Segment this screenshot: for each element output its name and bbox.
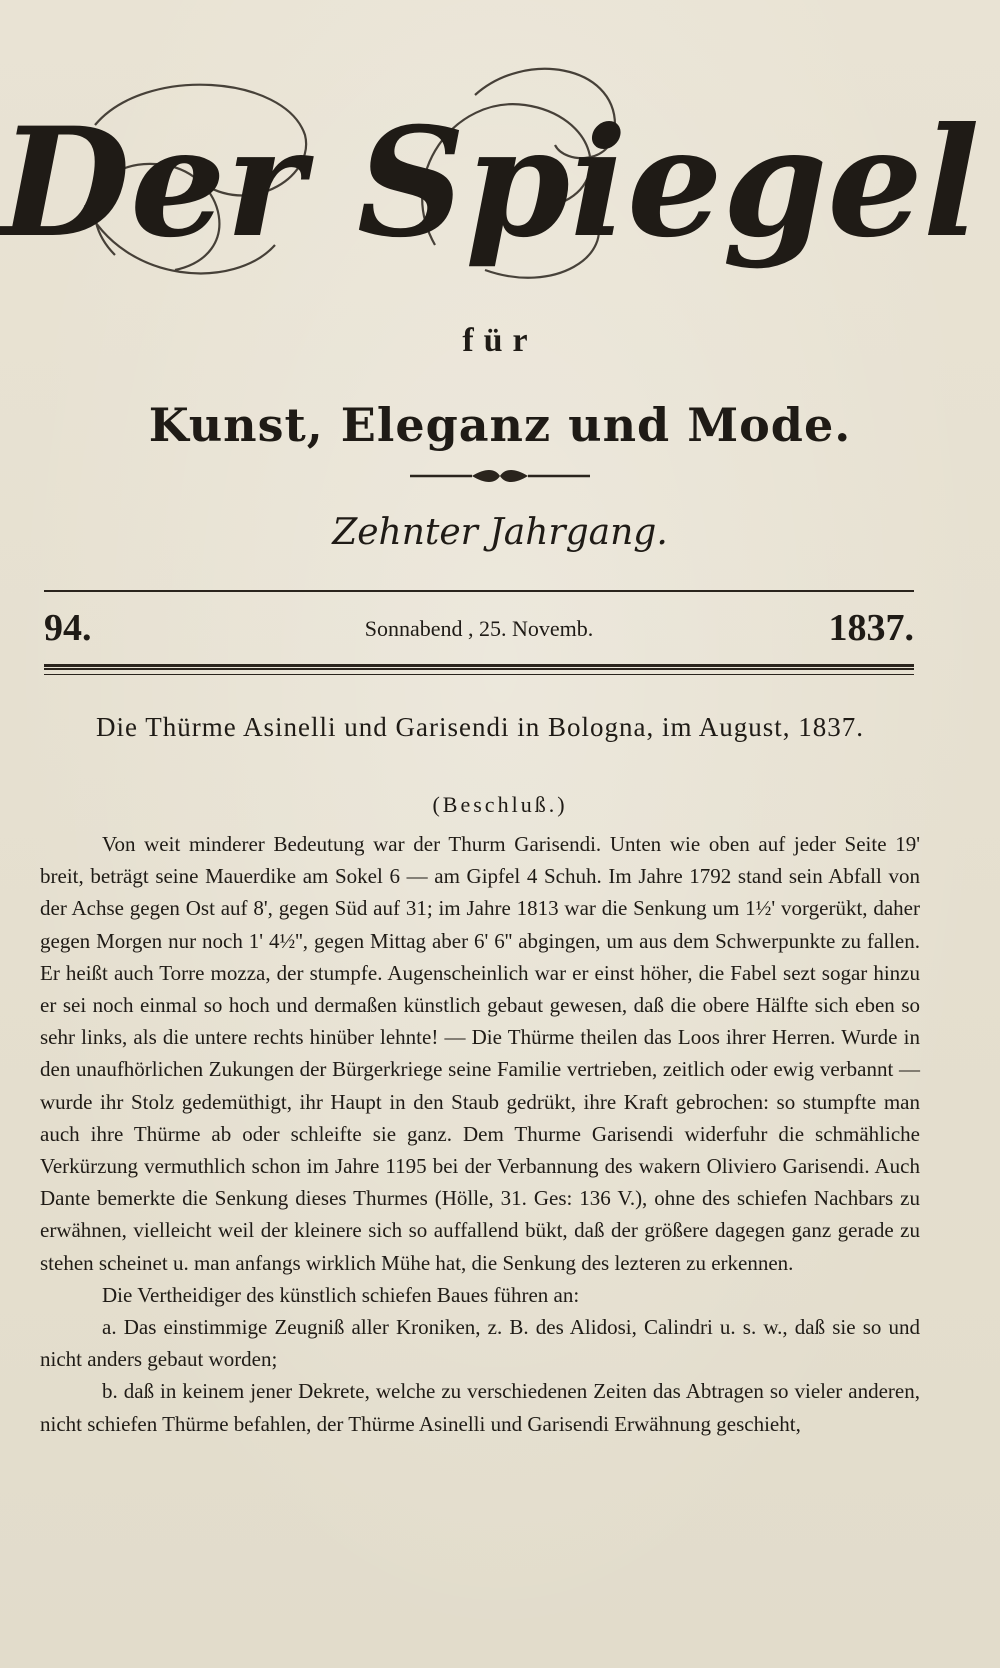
issue-number: 94. [44, 607, 92, 649]
rule-double-lower [44, 674, 914, 675]
masthead-subtitle: Kunst, Eleganz und Mode. [148, 398, 852, 452]
article-conclusion-label: (Beschluß.) [432, 792, 568, 817]
ornament-divider [410, 468, 590, 484]
masthead-title [0, 55, 980, 315]
masthead-fuer: für [462, 322, 538, 359]
masthead-calligraphy [0, 55, 980, 315]
article-title: Die Thürme Asinelli und Garisendi in Bologna, im August, 1837. [96, 712, 864, 742]
masthead-title-text: Der Spiegel [0, 95, 980, 271]
issue-year: 1837. [828, 607, 914, 649]
article-paragraph-1: Von weit minderer Bedeutung war der Thurm Garisendi. Unten wie oben auf jeder Seite 19' breit, beträgt seine Mauerdike am Sokel 6 — am Gipfel 4 Schuh. Im Jahre 1792 stand sein Abfall von der Achse gegen Ost auf 8', gegen Süd auf 31; im Jahre 1813 war die Senkung um 1½' vorgerükt, daher gegen Morgen nur noch 1' 4½'', gegen Mittag aber 6' 6'' abgingen, um aus dem Schwerpunkte zu fallen. Er heißt auch Torre mozza, der stumpfe. Augenscheinlich war er einst höher, die Fabel sezt sogar hinzu er sei noch einmal so hoch und dermaßen künstlich gebaut gewesen, daß die obere Hälfte sich eben so sehr links, als die untere rechts hinüber lehnte! — Die Thürme theilen das Loos ihrer Herren. Wurde in den unaufhörlichen Zukungen der Bürgerkriege seine Familie vertrieben, zeitlich oder ewig verbannt — wurde ihr Stolz gedemüthigt, ihr Haupt in den Staub gedrükt, ihre Kraft gebrochen: so stumpfte man auch ihre Thürme ab oder schleifte sie ganz. Dem Thurme Garisendi widerfuhr die schmähliche Verkürzung vermuthlich schon im Jahre 1195 bei der Verbannung des wakern Oliviero Garisendi. Auch Dante bemerkte die Senkung dieses Thurmes (Hölle, 31. Ges: 136 V.), ohne des schiefen Nachbars zu erwähnen, vielleicht weil der kleinere sich so auffallend bükt, daß der größere dagegen ganz gerade zu stehen scheinet u. man anfangs wirklich Mühe hat, die Senkung des lezteren zu erkennen. [40, 832, 920, 1275]
edition-label: Zehnter Jahrgang. [332, 512, 668, 553]
article-item-a: a. Das einstimmige Zeugniß aller Kroniken, z. B. des Alidosi, Calindri u. s. w., daß sie so und nicht anders gebaut worden; [40, 1315, 920, 1372]
dateline [44, 606, 914, 656]
rule-double [44, 664, 914, 670]
rule-top [44, 590, 914, 592]
article-paragraph-2: Die Vertheidiger des künstlich schiefen Baues führen an: [102, 1282, 580, 1307]
article-item-b: b. daß in keinem jener Dekrete, welche zu verschiedenen Zeiten das Abtragen so vieler anderen, nicht schiefen Thürme befahlen, der Thürme Asinelli und Garisendi Erwähnung geschieht, [40, 1379, 920, 1436]
article-body [40, 828, 920, 1440]
issue-date: Sonnabend , 25. Novemb. [364, 616, 594, 641]
